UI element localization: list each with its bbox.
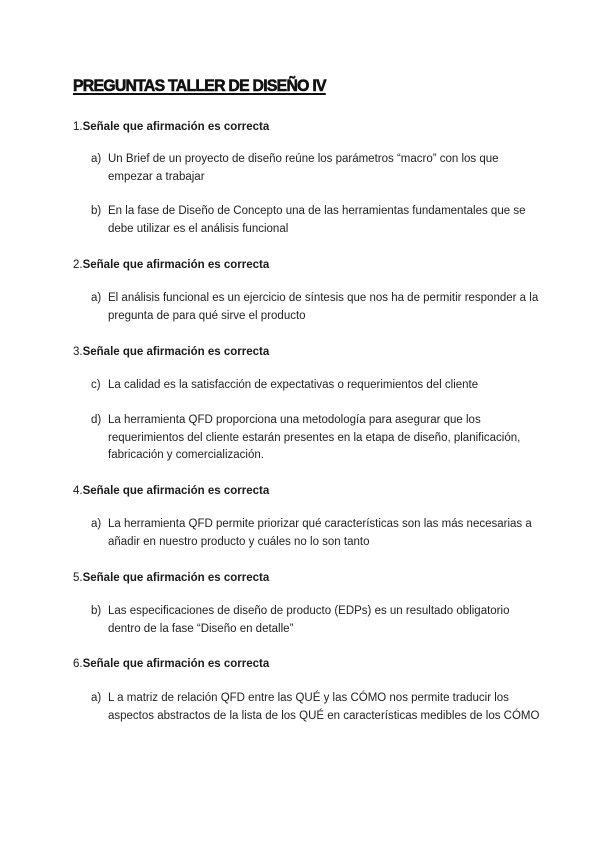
option-letter: a)	[91, 518, 102, 530]
answer-option	[91, 516, 541, 551]
option-letter: a)	[91, 153, 102, 165]
option-text: La calidad es la satisfacción de expectativas o requerimientos del cliente	[108, 379, 479, 391]
option-text: En la fase de Diseño de Concepto una de las herramientas fundamentales que se debe utilizar es el análisis funcional	[108, 205, 526, 235]
answer-option	[91, 603, 541, 638]
question-heading	[73, 657, 269, 671]
question-heading	[73, 571, 269, 585]
question-text: Señale que afirmación es correcta	[82, 121, 270, 133]
question-heading	[73, 345, 269, 359]
option-text: La herramienta QFD proporciona una metodología para asegurar que los requerimientos del cliente estarán presentes en la etapa de diseño, planificación, fabricación y comercialización.	[108, 414, 521, 461]
option-letter: b)	[91, 205, 102, 217]
question-text: Señale que afirmación es correcta	[82, 346, 270, 358]
option-letter: b)	[91, 605, 102, 617]
answer-option	[91, 203, 541, 238]
option-letter: d)	[91, 414, 102, 426]
question-text: Señale que afirmación es correcta	[82, 658, 270, 670]
question-number: 3.	[73, 346, 83, 358]
answer-option	[91, 690, 541, 725]
question-number: 6.	[73, 658, 83, 670]
option-text: El análisis funcional es un ejercicio de síntesis que nos ha de permitir responder a la pregunta de para qué sirve el producto	[108, 292, 539, 322]
option-text: Las especificaciones de diseño de producto (EDPs) es un resultado obligatorio dentro de la fase “Diseño en detalle”	[108, 605, 510, 635]
question-heading	[73, 258, 269, 272]
option-letter: a)	[91, 692, 102, 704]
option-text: La herramienta QFD permite priorizar qué características son las más necesarias a añadir en nuestro producto y cuáles no lo son tanto	[108, 518, 532, 548]
option-letter: a)	[91, 292, 102, 304]
question-text: Señale que afirmación es correcta	[82, 572, 270, 584]
answer-option	[91, 412, 541, 465]
document-title: PREGUNTAS TALLER DE DISEÑO IV	[73, 76, 326, 95]
question-heading	[73, 120, 269, 134]
question-number: 5.	[73, 572, 83, 584]
question-heading	[73, 484, 269, 498]
question-number: 2.	[73, 259, 83, 271]
answer-option	[91, 290, 541, 325]
option-text: L a matriz de relación QFD entre las QUÉ y las CÓMO nos permite traducir los aspectos abstractos de la lista de los QUÉ en características medibles de los CÓMO	[108, 692, 540, 722]
question-number: 4.	[73, 485, 83, 497]
option-letter: c)	[91, 379, 101, 391]
option-text: Un Brief de un proyecto de diseño reúne los parámetros “macro” con los que empezar a trabajar	[108, 153, 499, 183]
question-number: 1.	[73, 121, 83, 133]
question-text: Señale que afirmación es correcta	[82, 259, 270, 271]
answer-option	[91, 377, 541, 395]
question-text: Señale que afirmación es correcta	[82, 485, 270, 497]
answer-option	[91, 151, 541, 186]
